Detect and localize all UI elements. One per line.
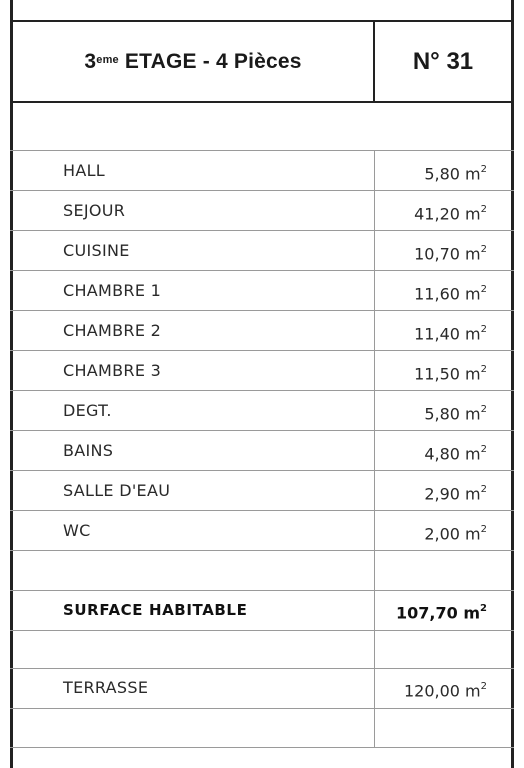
room-label: CUISINE: [63, 241, 130, 260]
table-row: [13, 231, 511, 271]
room-area: 41,20 $m^2$: [414, 204, 487, 224]
table-row: [13, 431, 511, 471]
terrace-area: 120,00 $m^2$: [403, 681, 487, 701]
room-label: BAINS: [63, 441, 114, 460]
table-row: [13, 351, 511, 391]
room-area: 10,70 $m^2$: [414, 244, 487, 264]
table-row: [13, 271, 511, 311]
table-row: [13, 311, 511, 351]
table-row: [13, 391, 511, 431]
table-row: [13, 151, 511, 191]
table-row: [13, 191, 511, 231]
floor-suffix: eme: [96, 54, 119, 66]
total-label: SURFACE HABITABLE: [63, 601, 248, 619]
room-area: 11,40 $m^2$: [414, 324, 487, 344]
total-row: [13, 590, 511, 630]
terrace-row: [13, 668, 511, 708]
room-label: SEJOUR: [63, 201, 126, 220]
room-area: 2,90 $m^2$: [424, 484, 487, 504]
room-label: CHAMBRE 3: [63, 361, 162, 380]
room-area: 4,80 $m^2$: [424, 444, 487, 464]
divider: [10, 708, 514, 709]
table-row: [13, 471, 511, 511]
room-label: HALL: [63, 161, 106, 180]
table-row: [13, 511, 511, 551]
room-area: 5,80 $m^2$: [424, 404, 487, 424]
divider: [10, 630, 514, 631]
divider: [10, 747, 514, 748]
room-label: CHAMBRE 1: [63, 281, 162, 300]
room-label: SALLE D'EAU: [63, 481, 171, 500]
room-label: DEGT.: [63, 401, 112, 420]
room-area: 11,50 $m^2$: [414, 364, 487, 384]
floor-number: 3: [84, 50, 97, 73]
room-label: WC: [63, 521, 91, 540]
terrace-label: TERRASSE: [63, 678, 149, 697]
room-area: 5,80 $m^2$: [424, 164, 487, 184]
floor-title: [13, 22, 373, 102]
room-area: 2,00 $m^2$: [424, 524, 487, 544]
total-area: 107,70 $m^2$: [396, 603, 487, 623]
lot-number: N° 31: [412, 48, 474, 75]
floor-description: ETAGE - 4 Pièces: [118, 50, 302, 73]
room-label: CHAMBRE 2: [63, 321, 162, 340]
room-area: 11,60 $m^2$: [414, 284, 487, 304]
